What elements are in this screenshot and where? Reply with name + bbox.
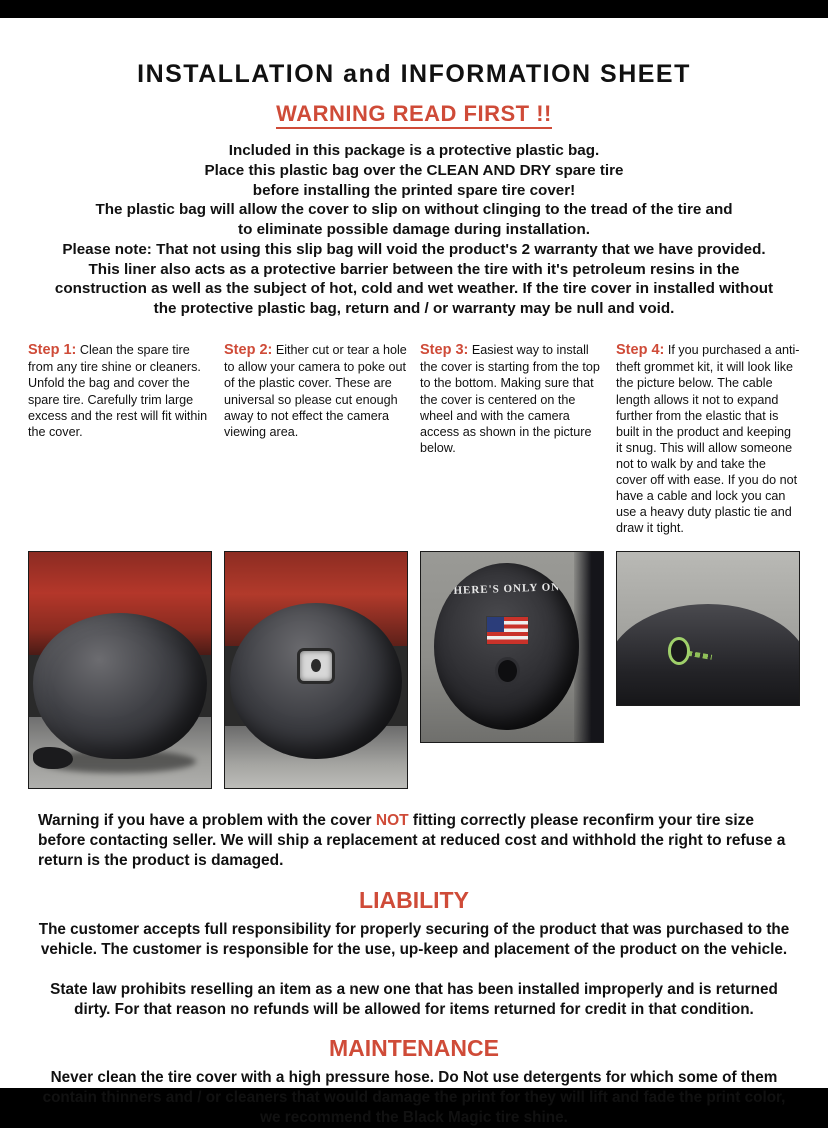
steps-row [14,341,814,537]
intro-line-2: Place this plastic bag over the CLEAN AND DRY spare tire [204,161,624,179]
intro-line-1: Included in this package is a protective plastic bag. [228,142,600,159]
photo-4-grommet [668,637,690,664]
fitting-warning-part2: fitting correctly please reconfirm your tire size before contacting seller. We will ship a replacement at reduced cost and withhold the right to refuse a return is the product is damaged. [38,811,786,869]
intro-block [14,141,814,319]
photo-3-camera-port [498,660,517,682]
intro-line-6: Please note: That not using this slip bag will void the product's 2 warranty that we have provided. [62,240,766,258]
page-title: INSTALLATION and INFORMATION SHEET [137,60,691,88]
step-1 [28,341,212,537]
step-2 [224,341,408,537]
step-3 [420,341,604,537]
step-2-label: Step 2: [224,341,273,358]
intro-line-3: before installing the printed spare tire cover! [252,181,576,199]
photo-step-1 [28,551,212,789]
photo-step-2 [224,551,408,789]
fitting-warning-part1: Warning if you have a problem with the cover [38,811,376,829]
photo-3-installed-cover [434,563,580,730]
photo-1-plastic-scrap [33,747,73,768]
intro-line-9: the protective plastic bag, return and / or warranty may be null and void. [153,300,675,317]
step-4 [616,341,800,537]
photo-step-4 [616,551,800,706]
fitting-warning [14,811,814,871]
intro-line-7: This liner also acts as a protective barrier between the tire with it's petroleum resins in the [88,260,740,278]
photo-1-bagged-tire [33,613,208,759]
maintenance-heading: MAINTENANCE [329,1035,499,1062]
information-sheet [0,18,828,1127]
intro-line-8: construction as well as the subject of hot, cold and wet weather. If the tire cover in installed without [54,280,774,298]
flag-icon [486,616,529,645]
intro-line-4: The plastic bag will allow the cover to slip on without clinging to the tread of the tire and [95,201,733,219]
step-4-text: If you purchased a anti-theft grommet kit, it will look like the picture below. The cable length allows it not to expand further from the elastic that is built in the product and keeping it snug. This will allow someone not to walk by and take the cover off with ease. If you do not have a cable and lock you can use a heavy duty plastic tie and draw it tight. [616,342,800,536]
step-4-label: Step 4: [616,341,665,358]
warning-heading [14,101,814,127]
photo-2-bagged-tire [230,603,401,759]
liability-paragraph-2: State law prohibits reselling an item as a new one that has been installed improperly and is returned dirty. For that reason no refunds will be allowed for items returned for credit in that condition. [50,980,778,1018]
step-2-text: Either cut or tear a hole to allow your camera to poke out of the plastic cover. These are universal so please cut enough away to not effect the camera viewing area. [224,342,407,439]
intro-line-5: to eliminate possible damage during installation. [238,221,590,238]
photo-step-3 [420,551,604,743]
liability-paragraph-1: The customer accepts full responsibility for properly securing of the product that was purchased to the vehicle. The customer is responsible for the use, up-keep and placement of the product on the vehicle. [38,920,790,958]
warning-heading-text: WARNING READ FIRST !! [276,101,552,129]
step-3-text: Easiest way to install the cover is starting from the top to the bottom. Making sure that the cover is centered on the wheel and with the camera access as shown in the picture below. [420,342,600,455]
liability-heading: LIABILITY [359,886,469,913]
step-3-label: Step 3: [420,341,469,358]
photo-3-fender [574,552,603,742]
step-1-text: Clean the spare tire from any tire shine or cleaners. Unfold the bag and cover the spare tire. Carefully trim large excess and the rest will fit within the cover. [28,342,208,439]
maintenance-paragraph: Never clean the tire cover with a high pressure hose. Do Not use detergents for which some of them contain thinners and / or cleaners that would damage the print for they will lift and fade the print color, we recommend the Black Magic tire shine. [42,1069,786,1127]
photo-2-camera [300,651,333,682]
step-1-label: Step 1: [28,341,77,358]
photos-row [14,551,814,789]
fitting-warning-not: NOT [375,811,409,829]
photo-3-cover-text: THERE'S ONLY ONE [444,580,569,598]
